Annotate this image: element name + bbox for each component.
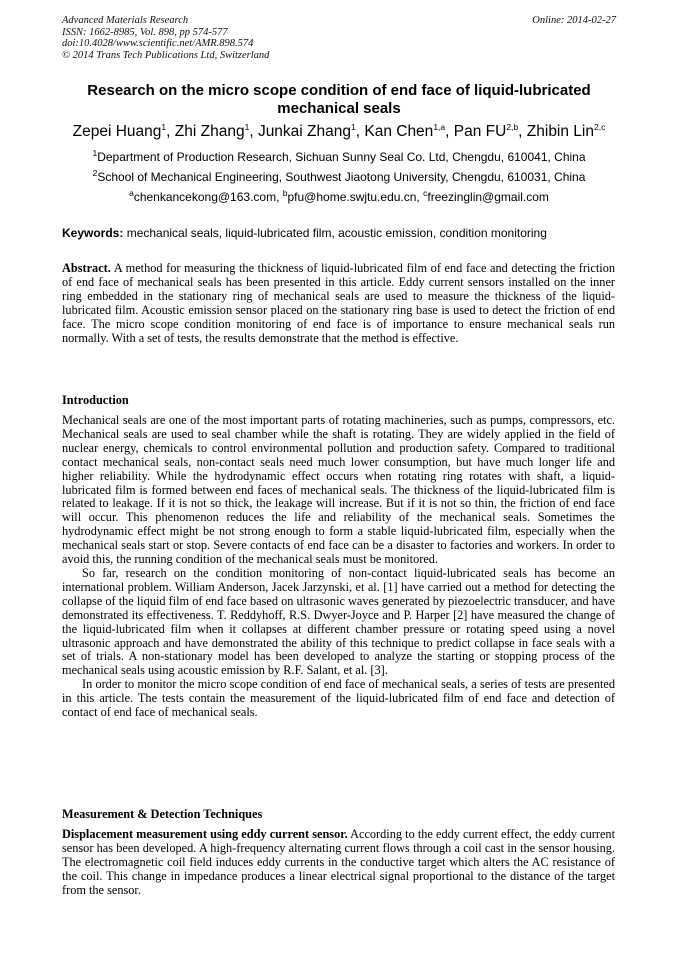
paragraph: According to the eddy current effect, the eddy current sensor has been developed. A high-frequency alternating current flows through a coil cast in the sensor housing. The electromagnetic coil field induces eddy currents in the conductive target which alters the AC resistance of the coil. This change in impedance produces a linear electrical signal proportional to the distance of the target from the sensor. [62, 827, 615, 897]
author: Zepei Huang$^1$ [72, 121, 167, 140]
email-link[interactable]: $^b$pfu@home.swjtu.edu.cn, [282, 188, 420, 204]
email-link[interactable]: $^c$freezinglin@gmail.com [423, 188, 549, 204]
journal-header [62, 15, 616, 61]
paragraph: So far, research on the condition monitoring of non-contact liquid-lubricated seals has become an international problem. William Anderson, Jacek Jarzynski, et al. [1] have carried out a method for detecting the collapse of the liquid film of end face based on ultrasonic waves generated by piezoelectric transducer, and have demonstrated its effectiveness. T. Reddyhoff, R.S. Dwyer-Joyce and P. Harper [2] have measured the change of the liquid-lubricated film when it collapses at different chamber pressure or rotating speed using a novel ultrasonic approach and have demonstrated the ability of this technique to predict collapse in face seals with a set of trials. A non-stationary model has been developed to analyze the starting or stopping process of the mechanical seals using acoustic emission by R.F. Salant, et al. [3]. [62, 565, 615, 678]
affiliation-2: $^2$School of Mechanical Engineering, Southwest Jiaotong University, Chengdu, 610031, China [92, 168, 586, 184]
abstract-label: Abstract. [62, 261, 111, 275]
author-emails [40, 190, 638, 204]
section-heading-measurement: Measurement & Detection Techniques [62, 807, 263, 821]
author: Junkai Zhang$^1$ [257, 121, 356, 140]
author: Kan Chen$^{1,a}$ [364, 121, 446, 140]
email-link[interactable]: $^a$chenkancekong@163.com, [129, 188, 280, 204]
author: Zhi Zhang$^1$ [174, 121, 250, 140]
paragraph: Mechanical seals are one of the most important parts of rotating machineries, such as pumps, compressors, etc. Mechanical seals are used to seal chamber while the shaft is rotating. They are widely applied in the field of nuclear energy, chemicals to control environmental pollution and production safety. Compared to traditional contact mechanical seals, non-contact seals need much lower consumption, but have much longer life and higher reliability. While the hydrodynamic effect occurs when rotating ring rotates with shaft, a liquid-lubricated film is formed between end faces of mechanical seals. The thickness of the liquid-lubricated film is related to leakage. If it is not so thick, the leakage will increase. But if it is not so thin, the friction of end face will occur. This phenomenon reduces the life and reliability of the mechanical seals. Sometimes the hydrodynamic effect might be not strong enough to form a stable liquid-lubricated film, especially when the mechanical seals start or stop. Severe contacts of end face can be a disaster to factories and workers. In order to avoid this, the running condition of the mechanical seals must be monitored. [62, 413, 615, 567]
keywords [62, 226, 622, 240]
keywords-text: mechanical seals, liquid-lubricated film, acoustic emission, condition monitoring [126, 226, 547, 240]
author: Zhibin Lin$^{2,c}$ [526, 121, 606, 140]
abstract [62, 262, 615, 345]
abstract-text: A method for measuring the thickness of liquid-lubricated film of end face and detecting the friction of end face of mechanical seals has been presented in this article. Eddy current sensors installed on the inner ring embedded in the stationary ring of mechanical seals are used to measure the thickness of the liquid-lubricated film. Acoustic emission sensor placed on the stationary ring base is used to detect the friction of end face. The micro scope condition monitoring of end face is of importance to ensure mechanical seals run normally. With a set of tests, the results demonstrate that the method is effective. [62, 261, 615, 345]
section-heading-introduction: Introduction [62, 393, 129, 407]
doi-line: doi:10.4028/www.scientific.net/AMR.898.574 [62, 38, 254, 49]
author-list: Zepei Huang$^1$, Zhi Zhang$^1$, Junkai Zhang$^1$, Kan Chen$^{1,a}$, Pan FU$^{2,b}$, Zhibin Lin$^{2,c}$ [72, 121, 606, 140]
paper-title: Research on the micro scope condition of end face of liquid-lubricated mechanical seals [87, 82, 591, 117]
measurement-body [62, 828, 615, 898]
issn-line: ISSN: 1662-8985, Vol. 898, pp 574-577 [62, 26, 228, 38]
affiliation-1: $^1$Department of Production Research, Sichuan Sunny Seal Co. Ltd, Chengdu, 610041, China [92, 148, 586, 164]
journal-name: Advanced Materials Research [62, 15, 189, 26]
online-date: Online: 2014-02-27 [532, 15, 616, 26]
paragraph: In order to monitor the micro scope condition of end face of mechanical seals, a series of tests are presented in this article. The tests contain the measurement of the liquid-lubricated film of end face and detection of contact of end face of mechanical seals. [62, 677, 615, 720]
introduction-body [62, 414, 615, 720]
copyright-line: © 2014 Trans Tech Publications Ltd, Switzerland [62, 49, 270, 61]
keywords-label: Keywords: [62, 226, 124, 240]
subheading: Displacement measurement using eddy current sensor. [62, 827, 348, 841]
author: Pan FU$^{2,b}$ [453, 121, 519, 140]
